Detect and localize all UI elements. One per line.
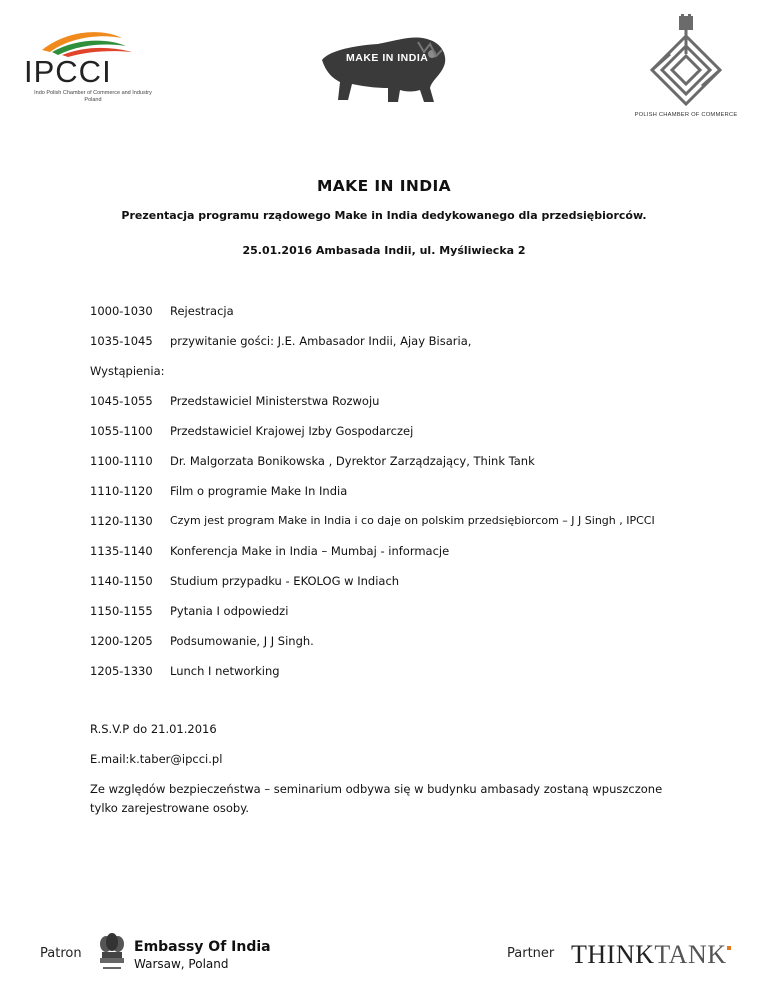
agenda-desc: Rejestracja (170, 304, 234, 318)
embassy-name: Embassy Of India (134, 939, 271, 955)
lion-icon (318, 30, 450, 108)
agenda-desc: Przedstawiciel Krajowej Izby Gospodarczej (170, 424, 414, 438)
thinktank-logo-part1: THINK (571, 940, 655, 969)
rsvp-text: R.S.V.P do 21.01.2016 (90, 722, 217, 736)
pcc-name: POLISH CHAMBER OF COMMERCE (634, 112, 738, 118)
speeches-heading: Wystąpienia: (90, 364, 165, 378)
agenda-desc: przywitanie gości: J.E. Ambasador Indii, Ajay Bisaria, (170, 334, 472, 348)
agenda-desc: Przedstawiciel Ministerstwa Rozwoju (170, 394, 380, 408)
event-subtitle: Prezentacja programu rządowego Make in India dedykowanego dla przedsiębiorców. (121, 209, 647, 222)
patron-label: Patron (40, 946, 82, 961)
agenda-time: 1045-1055 (90, 394, 153, 408)
agenda-time: 1055-1100 (90, 424, 153, 438)
agenda-desc: Studium przypadku - EKOLOG w Indiach (170, 574, 400, 588)
agenda-time: 1110-1120 (90, 484, 153, 498)
agenda-time: 1205-1330 (90, 664, 153, 678)
agenda-time: 1200-1205 (90, 634, 153, 648)
agenda-time: 1140-1150 (90, 574, 153, 588)
indian-emblem-icon (96, 932, 128, 976)
agenda-time: 1035-1045 (90, 334, 153, 348)
thinktank-dot-icon (727, 946, 731, 950)
page-title: MAKE IN INDIA (316, 177, 452, 195)
embassy-city: Warsaw, Poland (134, 957, 229, 971)
agenda-desc: Pytania I odpowiedzi (170, 604, 289, 618)
agenda-desc: Czym jest program Make in India i co daje on polskim przedsiębiorcom – J J Singh , IPCCI (170, 514, 655, 527)
security-note-line2: tylko zarejestrowane osoby. (90, 801, 250, 815)
agenda-desc: Konferencja Make in India – Mumbaj - informacje (170, 544, 450, 558)
ipcci-subtitle: Indo Polish Chamber of Commerce and Industry Poland (34, 90, 152, 103)
agenda-time: 1000-1030 (90, 304, 153, 318)
pcc-emblem-icon (630, 14, 742, 110)
agenda-desc: Lunch I networking (170, 664, 280, 678)
agenda-time: 1100-1110 (90, 454, 153, 468)
event-dateline: 25.01.2016 Ambasada Indii, ul. Myśliwiecka 2 (242, 244, 526, 257)
agenda-desc: Film o programie Make In India (170, 484, 348, 498)
lion-logo-text: MAKE IN INDIA (346, 52, 429, 64)
email-text: E.mail:k.taber@ipcci.pl (90, 752, 223, 766)
ipcci-name: IPCCI (24, 54, 112, 89)
partner-label: Partner (507, 946, 555, 961)
thinktank-logo-part2: TANK (654, 940, 727, 969)
make-in-india-lion-logo (318, 30, 450, 108)
security-note-line1: Ze względów bezpieczeństwa – seminarium odbywa się w budynku ambasady zostaną wpuszczone (90, 782, 663, 796)
ipcci-logo (22, 28, 152, 112)
agenda-desc: Podsumowanie, J J Singh. (170, 634, 314, 648)
agenda-time: 1150-1155 (90, 604, 153, 618)
agenda-time: 1120-1130 (90, 514, 153, 528)
agenda-desc: Dr. Malgorzata Bonikowska , Dyrektor Zarządzający, Think Tank (170, 454, 535, 468)
polish-chamber-logo (630, 14, 742, 122)
thinktank-logo (571, 940, 731, 970)
agenda-time: 1135-1140 (90, 544, 153, 558)
